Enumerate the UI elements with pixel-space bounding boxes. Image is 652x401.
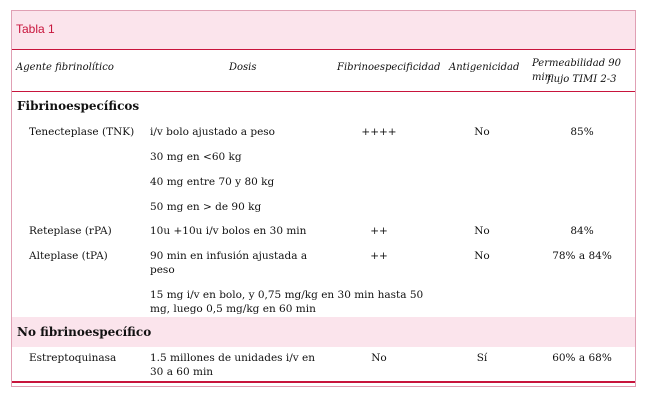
cell-perm: 60% a 68% (552, 352, 612, 364)
header-top-rule (12, 49, 635, 50)
header-perm-line1: Permeabilidad 90 min (532, 58, 622, 83)
cell-antigen: No (474, 250, 490, 262)
cell-dose: i/v bolo ajustado a peso (150, 126, 275, 138)
cell-perm: 84% (570, 225, 594, 237)
cell-agent: Tenecteplase (TNK) (29, 126, 135, 138)
header-fibrin: Fibrinoespecificidad (337, 62, 441, 73)
header-antigen: Antigenicidad (449, 62, 520, 73)
cell-dose: 10u +10u i/v bolos en 30 min (150, 225, 307, 237)
header-perm-line2: flujo TIMI 2-3 (547, 74, 617, 85)
table-frame (11, 10, 636, 387)
cell-dose: 90 min en infusión ajustada a (150, 250, 308, 262)
cell-dose-line2: mg, luego 0,5 mg/kg en 60 min (150, 303, 316, 315)
header-bottom-rule (12, 91, 635, 92)
cell-fibrin: ++ (370, 250, 388, 262)
cell-antigen: No (474, 126, 490, 138)
cell-antigen: Sí (476, 352, 488, 364)
cell-dose: 15 mg i/v en bolo, y 0,75 mg/kg en 30 min hasta 50 (150, 289, 424, 301)
header-dose: Dosis (229, 62, 257, 73)
section-title-non-fibrinospecific: No fibrinoespecífico (17, 325, 152, 339)
title-band (12, 11, 635, 49)
section-title-fibrinospecific: Fibrinoespecíficos (17, 99, 140, 113)
cell-agent: Reteplase (rPA) (29, 225, 112, 237)
cell-fibrin: ++ (370, 225, 388, 237)
cell-dose-line2: peso (150, 264, 175, 276)
header-agent: Agente fibrinolítico (16, 62, 114, 73)
cell-perm: 85% (570, 126, 594, 138)
table-title: Tabla 1 (16, 22, 55, 36)
cell-fibrin: ++++ (361, 126, 397, 138)
cell-agent: Alteplase (tPA) (29, 250, 108, 262)
cell-agent: Estreptoquinasa (29, 352, 117, 364)
cell-antigen: No (474, 225, 490, 237)
cell-dose-line2: 30 a 60 min (150, 366, 214, 378)
cell-dose: 40 mg entre 70 y 80 kg (150, 176, 275, 188)
table-bottom-rule (12, 381, 635, 383)
cell-perm: 78% a 84% (552, 250, 612, 262)
cell-fibrin: No (371, 352, 387, 364)
cell-dose: 50 mg en > de 90 kg (150, 201, 262, 213)
cell-dose: 1.5 millones de unidades i/v en (150, 352, 316, 364)
cell-dose: 30 mg en <60 kg (150, 151, 242, 163)
